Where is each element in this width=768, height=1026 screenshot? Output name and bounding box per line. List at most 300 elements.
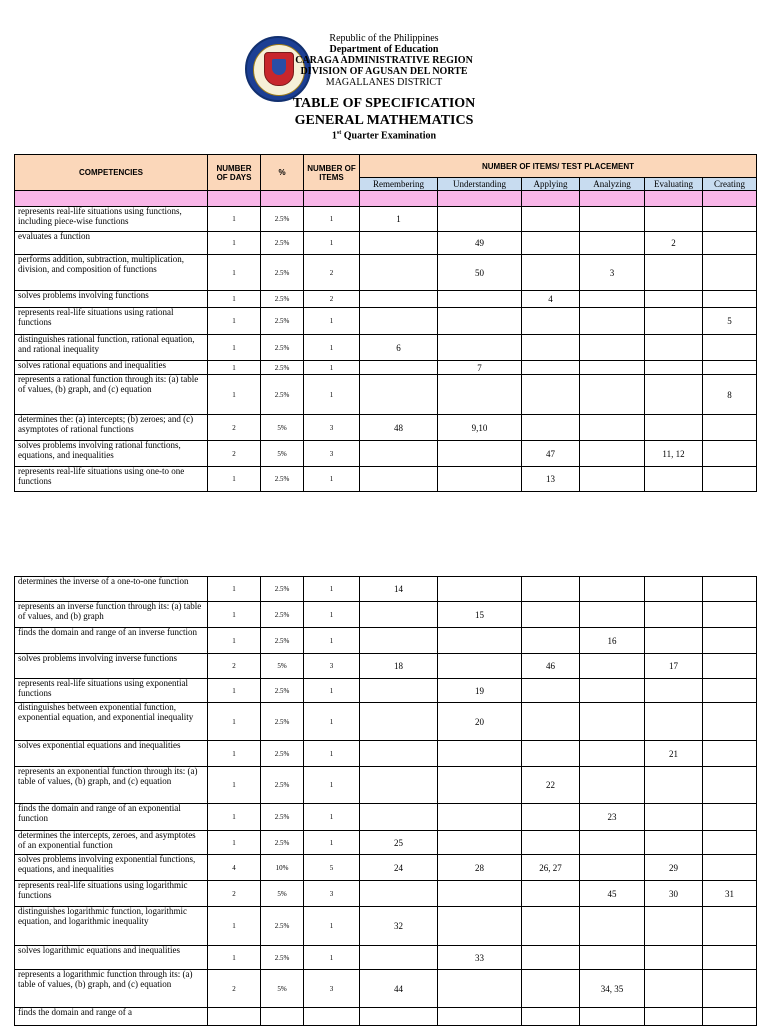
table-row [15, 804, 757, 831]
table-row [15, 907, 757, 946]
level-analyzing: Analyzing [580, 178, 645, 191]
table-row [15, 1008, 757, 1026]
document-title: TABLE OF SPECIFICATION [292, 96, 476, 111]
remembering-cell [360, 804, 438, 831]
table-row [15, 291, 757, 308]
competency-cell: determines the intercepts, zeroes, and asymptotes of an exponential function [15, 831, 208, 855]
creating-cell [703, 1008, 757, 1026]
items-cell: 3 [304, 441, 360, 467]
table-row [15, 679, 757, 703]
evaluating-cell [645, 415, 703, 441]
competency-cell: determines the: (a) intercepts; (b) zeroes; and (c) asymptotes of rational functions [15, 415, 208, 441]
evaluating-cell [645, 831, 703, 855]
days-cell: 2 [208, 415, 261, 441]
remembering-cell [360, 602, 438, 628]
percent-cell: 2.5% [261, 767, 304, 804]
competencies-header: COMPETENCIES [15, 155, 208, 191]
percent-cell: 2.5% [261, 308, 304, 335]
applying-cell: 13 [522, 467, 580, 492]
days-cell: 1 [208, 628, 261, 654]
days-cell: 1 [208, 255, 261, 291]
understanding-cell: 15 [438, 602, 522, 628]
understanding-cell: 33 [438, 946, 522, 970]
table-row [15, 881, 757, 907]
table-row [15, 577, 757, 602]
remembering-cell [360, 291, 438, 308]
understanding-cell: 9,10 [438, 415, 522, 441]
items-cell: 1 [304, 375, 360, 415]
understanding-cell: 50 [438, 255, 522, 291]
percent-cell: 2.5% [261, 467, 304, 492]
creating-cell: 8 [703, 375, 757, 415]
table-row [15, 232, 757, 255]
percent-cell: 2.5% [261, 602, 304, 628]
evaluating-cell: 17 [645, 654, 703, 679]
remembering-cell [360, 375, 438, 415]
understanding-cell [438, 577, 522, 602]
analyzing-cell: 23 [580, 804, 645, 831]
items-cell: 5 [304, 855, 360, 881]
competency-cell: solves exponential equations and inequalities [15, 741, 208, 767]
remembering-cell: 6 [360, 335, 438, 361]
days-cell: 2 [208, 970, 261, 1008]
competency-cell: evaluates a function [15, 232, 208, 255]
items-cell: 1 [304, 232, 360, 255]
table-row [15, 441, 757, 467]
competency-cell: solves problems involving functions [15, 291, 208, 308]
subject-title: GENERAL MATHEMATICS [294, 113, 474, 128]
creating-cell [703, 741, 757, 767]
days-cell: 1 [208, 467, 261, 492]
table-row [15, 207, 757, 232]
days-cell: 2 [208, 654, 261, 679]
competency-cell: represents real-life situations using logarithmic functions [15, 881, 208, 907]
percent-cell: 2.5% [261, 577, 304, 602]
competency-cell: performs addition, subtraction, multiplication, division, and composition of functions [15, 255, 208, 291]
days-cell: 1 [208, 767, 261, 804]
evaluating-cell [645, 946, 703, 970]
items-cell: 1 [304, 703, 360, 741]
days-header: NUMBER OF DAYS [208, 155, 261, 191]
days-cell: 1 [208, 232, 261, 255]
items-cell: 1 [304, 741, 360, 767]
percent-cell: 2.5% [261, 831, 304, 855]
competency-cell: represents an inverse function through its: (a) table of values, and (b) graph [15, 602, 208, 628]
applying-cell [522, 946, 580, 970]
level-applying: Applying [522, 178, 580, 191]
percent-cell: 5% [261, 415, 304, 441]
table-row [15, 946, 757, 970]
applying-cell [522, 232, 580, 255]
understanding-cell: 7 [438, 361, 522, 375]
items-cell: 3 [304, 415, 360, 441]
creating-cell [703, 467, 757, 492]
table-row [15, 741, 757, 767]
understanding-cell [438, 767, 522, 804]
competency-cell: represents real-life situations using exponential functions [15, 679, 208, 703]
remembering-cell [360, 255, 438, 291]
competency-cell: solves problems involving inverse functions [15, 654, 208, 679]
remembering-cell [360, 441, 438, 467]
applying-cell [522, 970, 580, 1008]
table-row [15, 467, 757, 492]
items-cell: 2 [304, 291, 360, 308]
remembering-cell [360, 628, 438, 654]
evaluating-cell [645, 628, 703, 654]
remembering-cell: 24 [360, 855, 438, 881]
items-cell: 1 [304, 767, 360, 804]
applying-cell [522, 679, 580, 703]
applying-cell: 22 [522, 767, 580, 804]
analyzing-cell [580, 577, 645, 602]
days-cell: 2 [208, 441, 261, 467]
days-cell: 1 [208, 361, 261, 375]
days-cell: 1 [208, 804, 261, 831]
applying-cell [522, 335, 580, 361]
evaluating-cell: 29 [645, 855, 703, 881]
understanding-cell [438, 831, 522, 855]
competency-cell: finds the domain and range of a [15, 1008, 208, 1026]
applying-cell [522, 741, 580, 767]
applying-cell: 46 [522, 654, 580, 679]
analyzing-cell [580, 207, 645, 232]
remembering-cell [360, 881, 438, 907]
competency-cell: finds the domain and range of an exponential function [15, 804, 208, 831]
evaluating-cell [645, 255, 703, 291]
analyzing-cell [580, 741, 645, 767]
creating-cell [703, 654, 757, 679]
analyzing-cell [580, 907, 645, 946]
highlight-row [15, 191, 757, 207]
creating-cell [703, 970, 757, 1008]
items-cell: 1 [304, 467, 360, 492]
competency-cell: represents a logarithmic function through its: (a) table of values, (b) graph, and (c) equation [15, 970, 208, 1008]
analyzing-cell [580, 703, 645, 741]
understanding-cell [438, 1008, 522, 1026]
competency-cell: distinguishes between exponential function, exponential equation, and exponential inequality [15, 703, 208, 741]
competency-cell: finds the domain and range of an inverse function [15, 628, 208, 654]
applying-cell [522, 207, 580, 232]
days-cell: 1 [208, 308, 261, 335]
analyzing-cell [580, 679, 645, 703]
competency-cell: represents real-life situations using one-to one functions [15, 467, 208, 492]
percent-cell: 2.5% [261, 375, 304, 415]
percent-cell: 2.5% [261, 946, 304, 970]
table-row [15, 375, 757, 415]
applying-cell [522, 361, 580, 375]
level-evaluating: Evaluating [645, 178, 703, 191]
items-cell: 1 [304, 946, 360, 970]
specification-table-1 [14, 154, 757, 492]
items-cell: 1 [304, 831, 360, 855]
understanding-cell [438, 375, 522, 415]
days-cell: 1 [208, 375, 261, 415]
percent-cell: 5% [261, 654, 304, 679]
days-cell: 1 [208, 741, 261, 767]
understanding-cell [438, 881, 522, 907]
percent-cell: 2.5% [261, 361, 304, 375]
days-cell: 1 [208, 703, 261, 741]
understanding-cell [438, 654, 522, 679]
applying-cell [522, 804, 580, 831]
analyzing-cell [580, 415, 645, 441]
specification-table-2 [14, 576, 757, 1026]
division-line: DIVISION OF AGUSAN DEL NORTE [300, 66, 468, 77]
analyzing-cell [580, 308, 645, 335]
region-line: CARAGA ADMINISTRATIVE REGION [295, 55, 473, 66]
analyzing-cell [580, 361, 645, 375]
percent-cell: 2.5% [261, 679, 304, 703]
remembering-cell [360, 946, 438, 970]
evaluating-cell [645, 602, 703, 628]
analyzing-cell [580, 291, 645, 308]
understanding-cell [438, 441, 522, 467]
remembering-cell [360, 767, 438, 804]
percent-cell: 2.5% [261, 741, 304, 767]
evaluating-cell [645, 577, 703, 602]
evaluating-cell [645, 1008, 703, 1026]
percent-cell: 5% [261, 441, 304, 467]
days-cell: 1 [208, 907, 261, 946]
percent-cell: 2.5% [261, 628, 304, 654]
evaluating-cell [645, 767, 703, 804]
percent-cell: 2.5% [261, 907, 304, 946]
remembering-cell: 1 [360, 207, 438, 232]
competency-cell: represents real-life situations using functions, including piece-wise functions [15, 207, 208, 232]
table-row [15, 654, 757, 679]
items-cell: 3 [304, 654, 360, 679]
days-cell: 2 [208, 881, 261, 907]
level-understanding: Understanding [438, 178, 522, 191]
creating-cell [703, 335, 757, 361]
competency-cell: solves problems involving exponential functions, equations, and inequalities [15, 855, 208, 881]
applying-cell [522, 577, 580, 602]
items-cell: 1 [304, 679, 360, 703]
competency-cell: represents real-life situations using rational functions [15, 308, 208, 335]
remembering-cell [360, 679, 438, 703]
creating-cell [703, 679, 757, 703]
applying-cell [522, 881, 580, 907]
table-row [15, 361, 757, 375]
analyzing-cell [580, 335, 645, 361]
items-cell: 1 [304, 361, 360, 375]
analyzing-cell [580, 602, 645, 628]
items-cell: 1 [304, 907, 360, 946]
evaluating-cell [645, 907, 703, 946]
evaluating-cell [645, 804, 703, 831]
creating-cell [703, 291, 757, 308]
remembering-cell: 14 [360, 577, 438, 602]
items-cell: 1 [304, 602, 360, 628]
percent-cell: 10% [261, 855, 304, 881]
days-cell: 1 [208, 946, 261, 970]
competency-cell: solves logarithmic equations and inequalities [15, 946, 208, 970]
evaluating-cell [645, 467, 703, 492]
applying-cell: 4 [522, 291, 580, 308]
creating-cell [703, 703, 757, 741]
understanding-cell: 28 [438, 855, 522, 881]
analyzing-cell: 45 [580, 881, 645, 907]
days-cell: 1 [208, 602, 261, 628]
remembering-cell [360, 741, 438, 767]
applying-cell [522, 415, 580, 441]
understanding-cell: 19 [438, 679, 522, 703]
items-cell: 3 [304, 881, 360, 907]
applying-cell [522, 628, 580, 654]
days-cell [208, 1008, 261, 1026]
percent-cell: 2.5% [261, 804, 304, 831]
analyzing-cell [580, 855, 645, 881]
percent-cell: 2.5% [261, 335, 304, 361]
table-row [15, 831, 757, 855]
remembering-cell: 18 [360, 654, 438, 679]
understanding-cell [438, 467, 522, 492]
items-cell: 1 [304, 335, 360, 361]
remembering-cell [360, 1008, 438, 1026]
items-cell: 2 [304, 255, 360, 291]
republic-line: Republic of the Philippines [329, 33, 439, 44]
understanding-cell [438, 804, 522, 831]
creating-cell [703, 361, 757, 375]
placement-header: NUMBER OF ITEMS/ TEST PLACEMENT [360, 155, 757, 178]
table-row [15, 602, 757, 628]
applying-cell [522, 375, 580, 415]
items-cell: 1 [304, 628, 360, 654]
percent-cell: 2.5% [261, 207, 304, 232]
table-row [15, 628, 757, 654]
items-header: NUMBER OF ITEMS [304, 155, 360, 191]
creating-cell [703, 255, 757, 291]
understanding-cell [438, 308, 522, 335]
creating-cell [703, 441, 757, 467]
level-creating: Creating [703, 178, 757, 191]
percent-cell: 2.5% [261, 291, 304, 308]
analyzing-cell [580, 441, 645, 467]
analyzing-cell [580, 232, 645, 255]
evaluating-cell [645, 375, 703, 415]
remembering-cell: 48 [360, 415, 438, 441]
days-cell: 1 [208, 335, 261, 361]
table-row [15, 255, 757, 291]
competency-cell: distinguishes logarithmic function, logarithmic equation, and logarithmic inequality [15, 907, 208, 946]
analyzing-cell [580, 1008, 645, 1026]
analyzing-cell: 3 [580, 255, 645, 291]
remembering-cell [360, 361, 438, 375]
creating-cell: 5 [703, 308, 757, 335]
evaluating-cell: 21 [645, 741, 703, 767]
days-cell: 1 [208, 291, 261, 308]
applying-cell [522, 255, 580, 291]
competency-cell: represents a rational function through its: (a) table of values, (b) graph, and (c) equation [15, 375, 208, 415]
creating-cell: 31 [703, 881, 757, 907]
evaluating-cell [645, 335, 703, 361]
remembering-cell: 44 [360, 970, 438, 1008]
creating-cell [703, 577, 757, 602]
understanding-cell [438, 907, 522, 946]
analyzing-cell [580, 767, 645, 804]
creating-cell [703, 232, 757, 255]
applying-cell: 26, 27 [522, 855, 580, 881]
district-line: MAGALLANES DISTRICT [325, 77, 443, 88]
evaluating-cell [645, 207, 703, 232]
understanding-cell [438, 335, 522, 361]
understanding-cell [438, 207, 522, 232]
remembering-cell: 32 [360, 907, 438, 946]
level-remembering: Remembering [360, 178, 438, 191]
evaluating-cell: 2 [645, 232, 703, 255]
understanding-cell [438, 291, 522, 308]
percent-cell: 5% [261, 970, 304, 1008]
creating-cell [703, 602, 757, 628]
days-cell: 1 [208, 207, 261, 232]
analyzing-cell [580, 375, 645, 415]
understanding-cell: 49 [438, 232, 522, 255]
evaluating-cell: 11, 12 [645, 441, 703, 467]
creating-cell [703, 804, 757, 831]
evaluating-cell [645, 361, 703, 375]
analyzing-cell [580, 654, 645, 679]
applying-cell [522, 907, 580, 946]
table-row [15, 970, 757, 1008]
analyzing-cell [580, 467, 645, 492]
percent-header: % [261, 155, 304, 191]
days-cell: 1 [208, 577, 261, 602]
items-cell: 1 [304, 207, 360, 232]
table-row [15, 415, 757, 441]
analyzing-cell [580, 831, 645, 855]
department-line: Department of Education [329, 44, 439, 55]
items-cell: 1 [304, 804, 360, 831]
competency-cell: determines the inverse of a one-to-one function [15, 577, 208, 602]
evaluating-cell: 30 [645, 881, 703, 907]
applying-cell [522, 602, 580, 628]
creating-cell [703, 855, 757, 881]
applying-cell [522, 703, 580, 741]
competency-cell: represents an exponential function through its: (a) table of values, (b) graph, and (c) equation [15, 767, 208, 804]
analyzing-cell [580, 946, 645, 970]
percent-cell: 5% [261, 881, 304, 907]
table-row [15, 335, 757, 361]
competency-cell: distinguishes rational function, rational equation, and rational inequality [15, 335, 208, 361]
evaluating-cell [645, 970, 703, 1008]
applying-cell [522, 1008, 580, 1026]
remembering-cell [360, 467, 438, 492]
applying-cell: 47 [522, 441, 580, 467]
understanding-cell: 20 [438, 703, 522, 741]
document-header [0, 30, 768, 150]
days-cell: 1 [208, 679, 261, 703]
creating-cell [703, 946, 757, 970]
creating-cell [703, 415, 757, 441]
table-row [15, 767, 757, 804]
analyzing-cell: 34, 35 [580, 970, 645, 1008]
table-row [15, 308, 757, 335]
days-cell: 1 [208, 831, 261, 855]
understanding-cell [438, 970, 522, 1008]
competency-cell: solves rational equations and inequalities [15, 361, 208, 375]
applying-cell [522, 308, 580, 335]
remembering-cell [360, 308, 438, 335]
days-cell: 4 [208, 855, 261, 881]
items-cell: 3 [304, 970, 360, 1008]
remembering-cell [360, 703, 438, 741]
percent-cell: 2.5% [261, 232, 304, 255]
exam-subtitle: 1st Quarter Examination [331, 130, 437, 142]
remembering-cell [360, 232, 438, 255]
table-row [15, 703, 757, 741]
creating-cell [703, 207, 757, 232]
creating-cell [703, 628, 757, 654]
